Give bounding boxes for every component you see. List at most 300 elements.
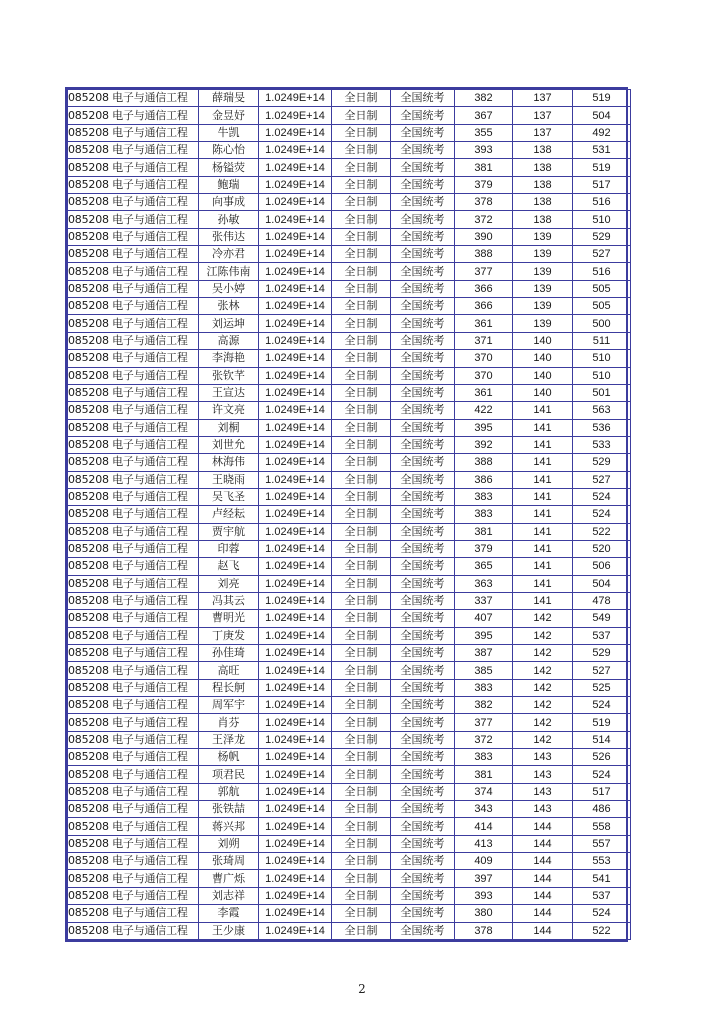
student-name-cell: 曹明光 xyxy=(199,610,259,627)
exam-id-cell: 1.0249E+14 xyxy=(259,766,332,783)
study-mode-cell: 全日制 xyxy=(332,176,391,193)
retest-score-cell: 144 xyxy=(513,835,573,852)
major-cell: 085208 电子与通信工程 xyxy=(68,263,199,280)
major-cell: 085208 电子与通信工程 xyxy=(68,610,199,627)
score-table-body xyxy=(68,90,631,940)
exam-id-cell: 1.0249E+14 xyxy=(259,436,332,453)
retest-score-cell: 144 xyxy=(513,887,573,904)
exam-id-cell: 1.0249E+14 xyxy=(259,194,332,211)
total-score-cell: 517 xyxy=(573,783,631,800)
study-mode-cell: 全日制 xyxy=(332,592,391,609)
retest-score-cell: 140 xyxy=(513,332,573,349)
initial-score-cell: 388 xyxy=(455,454,513,471)
study-mode-cell: 全日制 xyxy=(332,124,391,141)
major-cell: 085208 电子与通信工程 xyxy=(68,159,199,176)
exam-id-cell: 1.0249E+14 xyxy=(259,610,332,627)
student-name-cell: 郭航 xyxy=(199,783,259,800)
study-mode-cell: 全日制 xyxy=(332,853,391,870)
major-cell: 085208 电子与通信工程 xyxy=(68,454,199,471)
total-score-cell: 492 xyxy=(573,124,631,141)
study-mode-cell: 全日制 xyxy=(332,142,391,159)
score-table xyxy=(67,89,631,940)
major-cell: 085208 电子与通信工程 xyxy=(68,107,199,124)
study-mode-cell: 全日制 xyxy=(332,419,391,436)
study-mode-cell: 全日制 xyxy=(332,766,391,783)
study-mode-cell: 全日制 xyxy=(332,540,391,557)
exam-type-cell: 全国统考 xyxy=(391,627,455,644)
retest-score-cell: 142 xyxy=(513,714,573,731)
total-score-cell: 517 xyxy=(573,176,631,193)
student-name-cell: 王宣达 xyxy=(199,384,259,401)
retest-score-cell: 140 xyxy=(513,384,573,401)
exam-id-cell: 1.0249E+14 xyxy=(259,575,332,592)
exam-type-cell: 全国统考 xyxy=(391,194,455,211)
exam-id-cell: 1.0249E+14 xyxy=(259,384,332,401)
major-cell: 085208 电子与通信工程 xyxy=(68,801,199,818)
table-row xyxy=(68,801,631,818)
total-score-cell: 522 xyxy=(573,922,631,939)
major-cell: 085208 电子与通信工程 xyxy=(68,887,199,904)
initial-score-cell: 366 xyxy=(455,298,513,315)
retest-score-cell: 141 xyxy=(513,454,573,471)
student-name-cell: 林海伟 xyxy=(199,454,259,471)
student-name-cell: 刘亮 xyxy=(199,575,259,592)
student-name-cell: 张伟达 xyxy=(199,228,259,245)
exam-type-cell: 全国统考 xyxy=(391,783,455,800)
total-score-cell: 524 xyxy=(573,766,631,783)
initial-score-cell: 379 xyxy=(455,176,513,193)
major-cell: 085208 电子与通信工程 xyxy=(68,402,199,419)
student-name-cell: 高源 xyxy=(199,332,259,349)
study-mode-cell: 全日制 xyxy=(332,679,391,696)
exam-type-cell: 全国统考 xyxy=(391,419,455,436)
retest-score-cell: 140 xyxy=(513,350,573,367)
initial-score-cell: 413 xyxy=(455,835,513,852)
initial-score-cell: 343 xyxy=(455,801,513,818)
major-cell: 085208 电子与通信工程 xyxy=(68,176,199,193)
total-score-cell: 557 xyxy=(573,835,631,852)
exam-id-cell: 1.0249E+14 xyxy=(259,506,332,523)
exam-id-cell: 1.0249E+14 xyxy=(259,679,332,696)
exam-id-cell: 1.0249E+14 xyxy=(259,714,332,731)
total-score-cell: 510 xyxy=(573,367,631,384)
retest-score-cell: 141 xyxy=(513,592,573,609)
study-mode-cell: 全日制 xyxy=(332,211,391,228)
study-mode-cell: 全日制 xyxy=(332,402,391,419)
exam-id-cell: 1.0249E+14 xyxy=(259,107,332,124)
table-row xyxy=(68,575,631,592)
exam-id-cell: 1.0249E+14 xyxy=(259,263,332,280)
student-name-cell: 杨帆 xyxy=(199,749,259,766)
student-name-cell: 程长舸 xyxy=(199,679,259,696)
major-cell: 085208 电子与通信工程 xyxy=(68,540,199,557)
student-name-cell: 李海艳 xyxy=(199,350,259,367)
initial-score-cell: 382 xyxy=(455,90,513,107)
exam-id-cell: 1.0249E+14 xyxy=(259,315,332,332)
exam-type-cell: 全国统考 xyxy=(391,246,455,263)
exam-type-cell: 全国统考 xyxy=(391,436,455,453)
study-mode-cell: 全日制 xyxy=(332,298,391,315)
exam-id-cell: 1.0249E+14 xyxy=(259,367,332,384)
study-mode-cell: 全日制 xyxy=(332,159,391,176)
major-cell: 085208 电子与通信工程 xyxy=(68,315,199,332)
study-mode-cell: 全日制 xyxy=(332,350,391,367)
table-row xyxy=(68,280,631,297)
total-score-cell: 486 xyxy=(573,801,631,818)
exam-id-cell: 1.0249E+14 xyxy=(259,870,332,887)
retest-score-cell: 141 xyxy=(513,506,573,523)
major-cell: 085208 电子与通信工程 xyxy=(68,298,199,315)
initial-score-cell: 395 xyxy=(455,627,513,644)
retest-score-cell: 138 xyxy=(513,176,573,193)
study-mode-cell: 全日制 xyxy=(332,575,391,592)
major-cell: 085208 电子与通信工程 xyxy=(68,436,199,453)
table-row xyxy=(68,454,631,471)
total-score-cell: 522 xyxy=(573,523,631,540)
total-score-cell: 549 xyxy=(573,610,631,627)
table-row xyxy=(68,540,631,557)
initial-score-cell: 377 xyxy=(455,714,513,731)
table-row xyxy=(68,818,631,835)
major-cell: 085208 电子与通信工程 xyxy=(68,90,199,107)
study-mode-cell: 全日制 xyxy=(332,835,391,852)
initial-score-cell: 372 xyxy=(455,211,513,228)
student-name-cell: 张琦周 xyxy=(199,853,259,870)
exam-id-cell: 1.0249E+14 xyxy=(259,540,332,557)
study-mode-cell: 全日制 xyxy=(332,315,391,332)
major-cell: 085208 电子与通信工程 xyxy=(68,870,199,887)
student-name-cell: 张林 xyxy=(199,298,259,315)
exam-id-cell: 1.0249E+14 xyxy=(259,835,332,852)
initial-score-cell: 407 xyxy=(455,610,513,627)
initial-score-cell: 388 xyxy=(455,246,513,263)
student-name-cell: 丁庚发 xyxy=(199,627,259,644)
exam-id-cell: 1.0249E+14 xyxy=(259,662,332,679)
total-score-cell: 524 xyxy=(573,905,631,922)
table-row xyxy=(68,90,631,107)
retest-score-cell: 144 xyxy=(513,818,573,835)
student-name-cell: 金昱妤 xyxy=(199,107,259,124)
student-name-cell: 刘运坤 xyxy=(199,315,259,332)
table-row xyxy=(68,853,631,870)
table-row xyxy=(68,679,631,696)
initial-score-cell: 380 xyxy=(455,905,513,922)
major-cell: 085208 电子与通信工程 xyxy=(68,714,199,731)
major-cell: 085208 电子与通信工程 xyxy=(68,818,199,835)
retest-score-cell: 141 xyxy=(513,488,573,505)
table-row xyxy=(68,436,631,453)
exam-type-cell: 全国统考 xyxy=(391,887,455,904)
page-number: 2 xyxy=(358,982,366,996)
student-name-cell: 曹广烁 xyxy=(199,870,259,887)
exam-id-cell: 1.0249E+14 xyxy=(259,853,332,870)
initial-score-cell: 370 xyxy=(455,367,513,384)
study-mode-cell: 全日制 xyxy=(332,731,391,748)
retest-score-cell: 141 xyxy=(513,419,573,436)
total-score-cell: 541 xyxy=(573,870,631,887)
total-score-cell: 520 xyxy=(573,540,631,557)
study-mode-cell: 全日制 xyxy=(332,887,391,904)
exam-id-cell: 1.0249E+14 xyxy=(259,887,332,904)
student-name-cell: 孙敏 xyxy=(199,211,259,228)
initial-score-cell: 366 xyxy=(455,280,513,297)
major-cell: 085208 电子与通信工程 xyxy=(68,731,199,748)
exam-id-cell: 1.0249E+14 xyxy=(259,419,332,436)
student-name-cell: 向事成 xyxy=(199,194,259,211)
major-cell: 085208 电子与通信工程 xyxy=(68,697,199,714)
exam-id-cell: 1.0249E+14 xyxy=(259,298,332,315)
student-name-cell: 项君民 xyxy=(199,766,259,783)
initial-score-cell: 355 xyxy=(455,124,513,141)
student-name-cell: 卢经耘 xyxy=(199,506,259,523)
exam-id-cell: 1.0249E+14 xyxy=(259,228,332,245)
total-score-cell: 525 xyxy=(573,679,631,696)
total-score-cell: 553 xyxy=(573,853,631,870)
retest-score-cell: 138 xyxy=(513,194,573,211)
major-cell: 085208 电子与通信工程 xyxy=(68,350,199,367)
initial-score-cell: 374 xyxy=(455,783,513,800)
exam-type-cell: 全国统考 xyxy=(391,714,455,731)
table-row xyxy=(68,246,631,263)
initial-score-cell: 371 xyxy=(455,332,513,349)
total-score-cell: 533 xyxy=(573,436,631,453)
student-name-cell: 刘桐 xyxy=(199,419,259,436)
retest-score-cell: 141 xyxy=(513,471,573,488)
initial-score-cell: 372 xyxy=(455,731,513,748)
table-row xyxy=(68,315,631,332)
total-score-cell: 524 xyxy=(573,697,631,714)
retest-score-cell: 142 xyxy=(513,610,573,627)
study-mode-cell: 全日制 xyxy=(332,922,391,939)
retest-score-cell: 144 xyxy=(513,922,573,939)
major-cell: 085208 电子与通信工程 xyxy=(68,332,199,349)
table-row xyxy=(68,662,631,679)
exam-id-cell: 1.0249E+14 xyxy=(259,922,332,939)
total-score-cell: 527 xyxy=(573,662,631,679)
study-mode-cell: 全日制 xyxy=(332,783,391,800)
exam-id-cell: 1.0249E+14 xyxy=(259,402,332,419)
study-mode-cell: 全日制 xyxy=(332,662,391,679)
student-name-cell: 李霞 xyxy=(199,905,259,922)
initial-score-cell: 361 xyxy=(455,315,513,332)
table-row xyxy=(68,419,631,436)
table-row xyxy=(68,627,631,644)
major-cell: 085208 电子与通信工程 xyxy=(68,853,199,870)
student-name-cell: 刘朔 xyxy=(199,835,259,852)
study-mode-cell: 全日制 xyxy=(332,905,391,922)
exam-type-cell: 全国统考 xyxy=(391,367,455,384)
major-cell: 085208 电子与通信工程 xyxy=(68,749,199,766)
exam-id-cell: 1.0249E+14 xyxy=(259,280,332,297)
study-mode-cell: 全日制 xyxy=(332,801,391,818)
exam-id-cell: 1.0249E+14 xyxy=(259,124,332,141)
exam-id-cell: 1.0249E+14 xyxy=(259,350,332,367)
major-cell: 085208 电子与通信工程 xyxy=(68,280,199,297)
table-row xyxy=(68,749,631,766)
initial-score-cell: 381 xyxy=(455,766,513,783)
major-cell: 085208 电子与通信工程 xyxy=(68,523,199,540)
total-score-cell: 501 xyxy=(573,384,631,401)
exam-id-cell: 1.0249E+14 xyxy=(259,905,332,922)
exam-type-cell: 全国统考 xyxy=(391,662,455,679)
study-mode-cell: 全日制 xyxy=(332,506,391,523)
major-cell: 085208 电子与通信工程 xyxy=(68,662,199,679)
exam-type-cell: 全国统考 xyxy=(391,697,455,714)
total-score-cell: 516 xyxy=(573,194,631,211)
study-mode-cell: 全日制 xyxy=(332,870,391,887)
retest-score-cell: 144 xyxy=(513,905,573,922)
retest-score-cell: 141 xyxy=(513,436,573,453)
initial-score-cell: 383 xyxy=(455,679,513,696)
exam-type-cell: 全国统考 xyxy=(391,905,455,922)
student-name-cell: 冯其云 xyxy=(199,592,259,609)
table-row xyxy=(68,107,631,124)
major-cell: 085208 电子与通信工程 xyxy=(68,211,199,228)
initial-score-cell: 377 xyxy=(455,263,513,280)
study-mode-cell: 全日制 xyxy=(332,332,391,349)
student-name-cell: 高旺 xyxy=(199,662,259,679)
exam-type-cell: 全国统考 xyxy=(391,592,455,609)
student-name-cell: 王少康 xyxy=(199,922,259,939)
table-row xyxy=(68,402,631,419)
initial-score-cell: 361 xyxy=(455,384,513,401)
exam-id-cell: 1.0249E+14 xyxy=(259,627,332,644)
exam-type-cell: 全国统考 xyxy=(391,384,455,401)
table-row xyxy=(68,731,631,748)
exam-type-cell: 全国统考 xyxy=(391,766,455,783)
table-row xyxy=(68,870,631,887)
major-cell: 085208 电子与通信工程 xyxy=(68,558,199,575)
initial-score-cell: 383 xyxy=(455,749,513,766)
total-score-cell: 537 xyxy=(573,887,631,904)
exam-type-cell: 全国统考 xyxy=(391,280,455,297)
major-cell: 085208 电子与通信工程 xyxy=(68,575,199,592)
student-name-cell: 肖芬 xyxy=(199,714,259,731)
exam-type-cell: 全国统考 xyxy=(391,922,455,939)
retest-score-cell: 139 xyxy=(513,280,573,297)
table-row xyxy=(68,367,631,384)
exam-type-cell: 全国统考 xyxy=(391,801,455,818)
major-cell: 085208 电子与通信工程 xyxy=(68,142,199,159)
total-score-cell: 505 xyxy=(573,280,631,297)
exam-type-cell: 全国统考 xyxy=(391,263,455,280)
retest-score-cell: 139 xyxy=(513,263,573,280)
total-score-cell: 504 xyxy=(573,107,631,124)
retest-score-cell: 139 xyxy=(513,246,573,263)
student-name-cell: 陈心怡 xyxy=(199,142,259,159)
total-score-cell: 529 xyxy=(573,454,631,471)
total-score-cell: 524 xyxy=(573,488,631,505)
initial-score-cell: 393 xyxy=(455,142,513,159)
exam-id-cell: 1.0249E+14 xyxy=(259,818,332,835)
retest-score-cell: 144 xyxy=(513,853,573,870)
initial-score-cell: 386 xyxy=(455,471,513,488)
total-score-cell: 558 xyxy=(573,818,631,835)
retest-score-cell: 143 xyxy=(513,766,573,783)
exam-id-cell: 1.0249E+14 xyxy=(259,176,332,193)
major-cell: 085208 电子与通信工程 xyxy=(68,419,199,436)
initial-score-cell: 392 xyxy=(455,436,513,453)
exam-id-cell: 1.0249E+14 xyxy=(259,471,332,488)
total-score-cell: 563 xyxy=(573,402,631,419)
total-score-cell: 510 xyxy=(573,350,631,367)
initial-score-cell: 378 xyxy=(455,194,513,211)
student-name-cell: 蒋兴邦 xyxy=(199,818,259,835)
exam-type-cell: 全国统考 xyxy=(391,679,455,696)
table-row xyxy=(68,558,631,575)
exam-type-cell: 全国统考 xyxy=(391,471,455,488)
table-row xyxy=(68,298,631,315)
exam-id-cell: 1.0249E+14 xyxy=(259,783,332,800)
exam-id-cell: 1.0249E+14 xyxy=(259,558,332,575)
study-mode-cell: 全日制 xyxy=(332,107,391,124)
major-cell: 085208 电子与通信工程 xyxy=(68,905,199,922)
major-cell: 085208 电子与通信工程 xyxy=(68,506,199,523)
table-row xyxy=(68,697,631,714)
major-cell: 085208 电子与通信工程 xyxy=(68,488,199,505)
exam-type-cell: 全国统考 xyxy=(391,402,455,419)
student-name-cell: 吴小婷 xyxy=(199,280,259,297)
exam-type-cell: 全国统考 xyxy=(391,610,455,627)
table-row xyxy=(68,488,631,505)
major-cell: 085208 电子与通信工程 xyxy=(68,246,199,263)
initial-score-cell: 385 xyxy=(455,662,513,679)
exam-id-cell: 1.0249E+14 xyxy=(259,90,332,107)
table-row xyxy=(68,176,631,193)
student-name-cell: 江陈伟南 xyxy=(199,263,259,280)
exam-id-cell: 1.0249E+14 xyxy=(259,211,332,228)
initial-score-cell: 395 xyxy=(455,419,513,436)
total-score-cell: 519 xyxy=(573,714,631,731)
table-row xyxy=(68,714,631,731)
exam-type-cell: 全国统考 xyxy=(391,540,455,557)
exam-id-cell: 1.0249E+14 xyxy=(259,801,332,818)
total-score-cell: 504 xyxy=(573,575,631,592)
retest-score-cell: 139 xyxy=(513,298,573,315)
table-row xyxy=(68,159,631,176)
total-score-cell: 510 xyxy=(573,211,631,228)
initial-score-cell: 370 xyxy=(455,350,513,367)
initial-score-cell: 367 xyxy=(455,107,513,124)
student-name-cell: 印蓉 xyxy=(199,540,259,557)
student-name-cell: 贾宇航 xyxy=(199,523,259,540)
retest-score-cell: 142 xyxy=(513,662,573,679)
exam-id-cell: 1.0249E+14 xyxy=(259,731,332,748)
exam-type-cell: 全国统考 xyxy=(391,107,455,124)
major-cell: 085208 电子与通信工程 xyxy=(68,679,199,696)
retest-score-cell: 141 xyxy=(513,523,573,540)
study-mode-cell: 全日制 xyxy=(332,436,391,453)
initial-score-cell: 383 xyxy=(455,506,513,523)
exam-id-cell: 1.0249E+14 xyxy=(259,159,332,176)
major-cell: 085208 电子与通信工程 xyxy=(68,384,199,401)
study-mode-cell: 全日制 xyxy=(332,454,391,471)
table-row xyxy=(68,471,631,488)
total-score-cell: 514 xyxy=(573,731,631,748)
table-row xyxy=(68,194,631,211)
table-row xyxy=(68,922,631,939)
study-mode-cell: 全日制 xyxy=(332,90,391,107)
study-mode-cell: 全日制 xyxy=(332,488,391,505)
exam-id-cell: 1.0249E+14 xyxy=(259,749,332,766)
initial-score-cell: 382 xyxy=(455,697,513,714)
table-row xyxy=(68,142,631,159)
table-row xyxy=(68,523,631,540)
initial-score-cell: 337 xyxy=(455,592,513,609)
study-mode-cell: 全日制 xyxy=(332,194,391,211)
study-mode-cell: 全日制 xyxy=(332,749,391,766)
total-score-cell: 519 xyxy=(573,90,631,107)
